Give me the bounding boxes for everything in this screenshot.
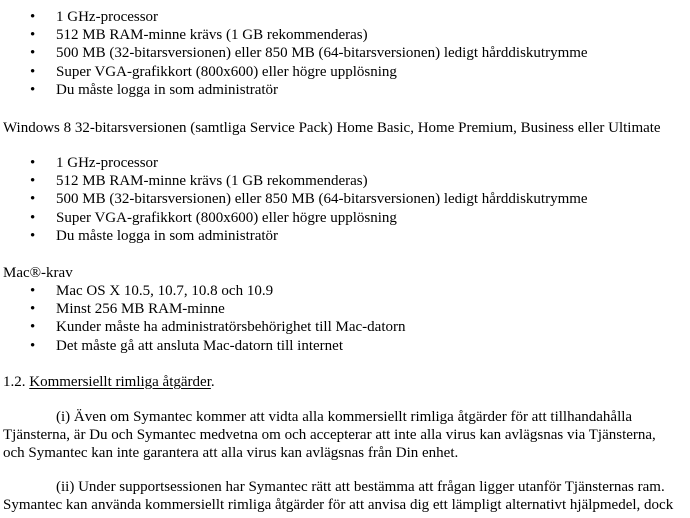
list-item: [0, 300, 405, 318]
bullet-icon: •: [30, 155, 36, 171]
list-item-text: 1 GHz-processor: [56, 9, 159, 25]
list-item: [0, 318, 405, 336]
list-item-text: Mac OS X 10.5, 10.7, 10.8 och 10.9: [56, 283, 274, 299]
list-item-text: Du måste logga in som administratör: [56, 81, 279, 98]
list-item: [0, 63, 588, 81]
list-item-text: Super VGA-grafikkort (800x600) eller högre upplösning: [56, 63, 397, 80]
list-item: [0, 337, 405, 355]
list-item-text: Kunder måste ha administratörsbehörighet till Mac-datorn: [56, 319, 406, 336]
bullet-icon: •: [30, 337, 36, 354]
list-item: [0, 172, 588, 190]
paragraph-ii: [0, 478, 679, 514]
list-item: [0, 8, 588, 26]
list-item: [0, 209, 588, 227]
windows8-heading: Windows 8 32-bitarsversionen (samtliga Service Pack) Home Basic, Home Premium, Business eller Ultimate: [3, 120, 661, 136]
bullet-icon: •: [30, 27, 36, 44]
bullet-icon: •: [30, 227, 36, 244]
list-item-text: Minst 256 MB RAM-minne: [56, 301, 225, 318]
paragraph-line: (ii) Under supportsessionen har Symantec rätt att bestämma att frågan ligger utanför Tjänsternas ram.: [56, 479, 665, 495]
bullet-icon: •: [30, 45, 36, 62]
section-number: 1.2.: [3, 374, 26, 390]
bullet-icon: •: [30, 81, 36, 98]
bullet-icon: •: [30, 301, 36, 318]
bullet-icon: •: [30, 63, 36, 80]
list-item: [0, 227, 588, 245]
list-item-text: 500 MB (32-bitarsversionen) eller 850 MB (64-bitarsversionen) ledigt hårddiskutrymme: [56, 45, 588, 62]
bullet-icon: •: [30, 319, 36, 336]
windows8-requirements-list: [0, 154, 588, 245]
list-item: [0, 44, 588, 62]
bullet-icon: •: [30, 209, 36, 226]
list-item: [0, 154, 588, 172]
list-item-text: Du måste logga in som administratör: [56, 227, 279, 244]
paragraph-line: Tjänsterna, är Du och Symantec medvetna om och accepterar att inte alla virus kan avlägsnas via Tjänsterna,: [3, 427, 656, 444]
list-item-text: Super VGA-grafikkort (800x600) eller högre upplösning: [56, 209, 397, 226]
list-item-text: Det måste gå att ansluta Mac-datorn till internet: [56, 337, 343, 354]
section-title: Kommersiellt rimliga åtgärder: [29, 374, 211, 390]
section-1-2-heading: [0, 373, 215, 391]
paragraph-line: (i) Även om Symantec kommer att vidta alla kommersiellt rimliga åtgärder för att tillhandahålla: [56, 409, 633, 425]
list-item-text: 512 MB RAM-minne krävs (1 GB rekommenderas): [56, 27, 368, 44]
paragraph-i: [0, 408, 662, 463]
list-item-text: 500 MB (32-bitarsversionen) eller 850 MB (64-bitarsversionen) ledigt hårddiskutrymme: [56, 191, 588, 208]
list-item: [0, 190, 588, 208]
mac-requirements-list: [0, 282, 405, 355]
paragraph-line: och Symantec kan inte garantera att alla virus kan avlägsnas från Din enhet.: [3, 445, 459, 462]
list-item-text: 512 MB RAM-minne krävs (1 GB rekommenderas): [56, 173, 368, 190]
bullet-icon: •: [30, 191, 36, 208]
paragraph-line: Symantec kan använda kommersiellt rimliga åtgärder för att anvisa dig ett lämpligt alternativt hjälpmedel, dock: [3, 497, 674, 514]
list-item: [0, 26, 588, 44]
mac-heading: Mac®-krav: [3, 265, 73, 281]
list-item: [0, 81, 588, 99]
bullet-icon: •: [30, 9, 36, 25]
list-item-text: 1 GHz-processor: [56, 155, 159, 171]
list-item: [0, 282, 405, 300]
section-title-period: .: [210, 374, 215, 390]
bullet-icon: •: [30, 173, 36, 190]
windows-requirements-list-1: [0, 8, 588, 99]
bullet-icon: •: [30, 283, 36, 299]
